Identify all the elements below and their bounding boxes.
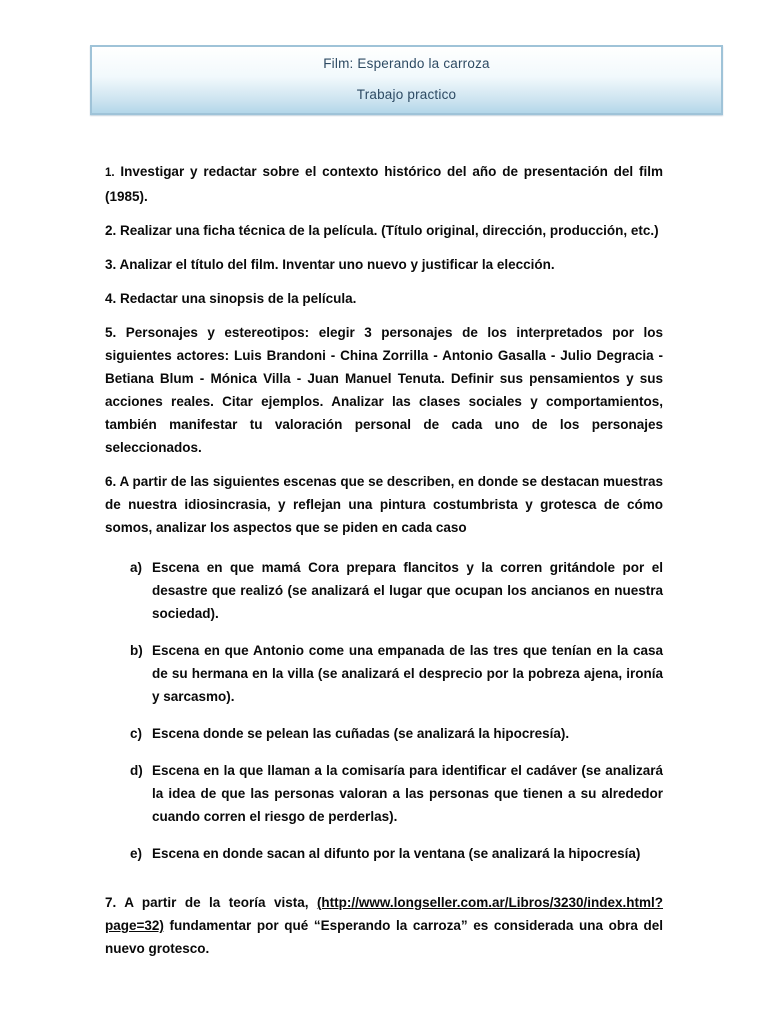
scene-item-b (130, 639, 663, 708)
scene-item-e (130, 842, 663, 865)
scene-text: Escena en donde sacan al difunto por la ventana (se analizará la hipocresía) (152, 846, 641, 861)
task-text: Realizar una ficha técnica de la película. (Título original, dirección, producción, etc.) (120, 223, 659, 238)
scene-text: Escena en que mamá Cora prepara flancitos y la corren gritándole por el desastre que realizó (se analizará el lugar que ocupan los ancianos en nuestra sociedad). (152, 560, 663, 621)
task-text: Personajes y estereotipos: elegir 3 personajes de los interpretados por los siguientes actores: Luis Brandoni - China Zorrilla - Antonio Gasalla - Julio Degracia - Betiana Blum - Mónica Villa - Juan Manuel Tenuta. Definir sus pensamientos y sus acciones reales. Citar ejemplos. Analizar las clases sociales y comportamientos, también manifestar tu valoración personal de cada uno de los personajes seleccionados. (105, 325, 663, 455)
scene-item-a (130, 556, 663, 625)
title-box (90, 45, 723, 115)
task-number: 2. (105, 223, 117, 238)
scene-letter: c) (130, 726, 143, 741)
task-text: Redactar una sinopsis de la película. (120, 291, 357, 306)
task-item-7 (105, 891, 663, 960)
task-text: A partir de las siguientes escenas que se describen, en donde se destacan muestras de nuestra idiosincrasia, y reflejan una pintura costumbrista y grotesca de cómo somos, analizar los aspectos que se piden en cada caso (105, 474, 664, 535)
task-item-5 (105, 321, 663, 459)
scene-letter: a) (130, 560, 143, 575)
task-number: 4. (105, 291, 117, 306)
task-text: A partir de la teoría vista, (124, 895, 317, 910)
task-list (105, 160, 663, 971)
scene-text: Escena en que Antonio come una empanada de las tres que tenían en la casa de su hermana en la villa (se analizará el desprecio por la pobreza ajena, ironía y sarcasmo). (152, 643, 663, 704)
scene-letter: d) (130, 763, 143, 778)
task-number: 3. (105, 257, 117, 272)
scene-item-d (130, 759, 663, 828)
task-item-1 (105, 160, 663, 208)
task-text: Analizar el título del film. Inventar uno nuevo y justificar la elección. (119, 257, 555, 272)
task-item-3 (105, 253, 663, 276)
scene-sublist (130, 556, 663, 865)
task-number: 1. (105, 167, 115, 179)
scene-text: Escena donde se pelean las cuñadas (se analizará la hipocresía). (152, 726, 570, 741)
longseller-url-link[interactable]: (http://www.longseller.com.ar/Libros/3230/index.html?page=32) (105, 895, 664, 933)
task-text: fundamentar por qué “Esperando la carroza” es considerada una obra del nuevo grotesco. (105, 918, 663, 956)
task-item-4 (105, 287, 663, 310)
task-number: 6. (105, 474, 117, 489)
task-number: 7. (105, 895, 117, 910)
task-number: 5. (105, 325, 117, 340)
scene-item-c (130, 722, 663, 745)
document-subtitle: Trabajo practico (356, 87, 457, 102)
scene-letter: e) (130, 846, 143, 861)
scene-text: Escena en la que llaman a la comisaría para identificar el cadáver (se analizará la idea de que las personas valoran a las personas que tienen a su alrededor cuando corren el riesgo de perderlas). (152, 763, 663, 824)
task-item-6 (105, 470, 663, 539)
scene-letter: b) (130, 643, 143, 658)
film-title: Film: Esperando la carroza (323, 56, 490, 71)
task-item-2 (105, 219, 663, 242)
task-text: Investigar y redactar sobre el contexto histórico del año de presentación del film (1985). (105, 164, 663, 204)
